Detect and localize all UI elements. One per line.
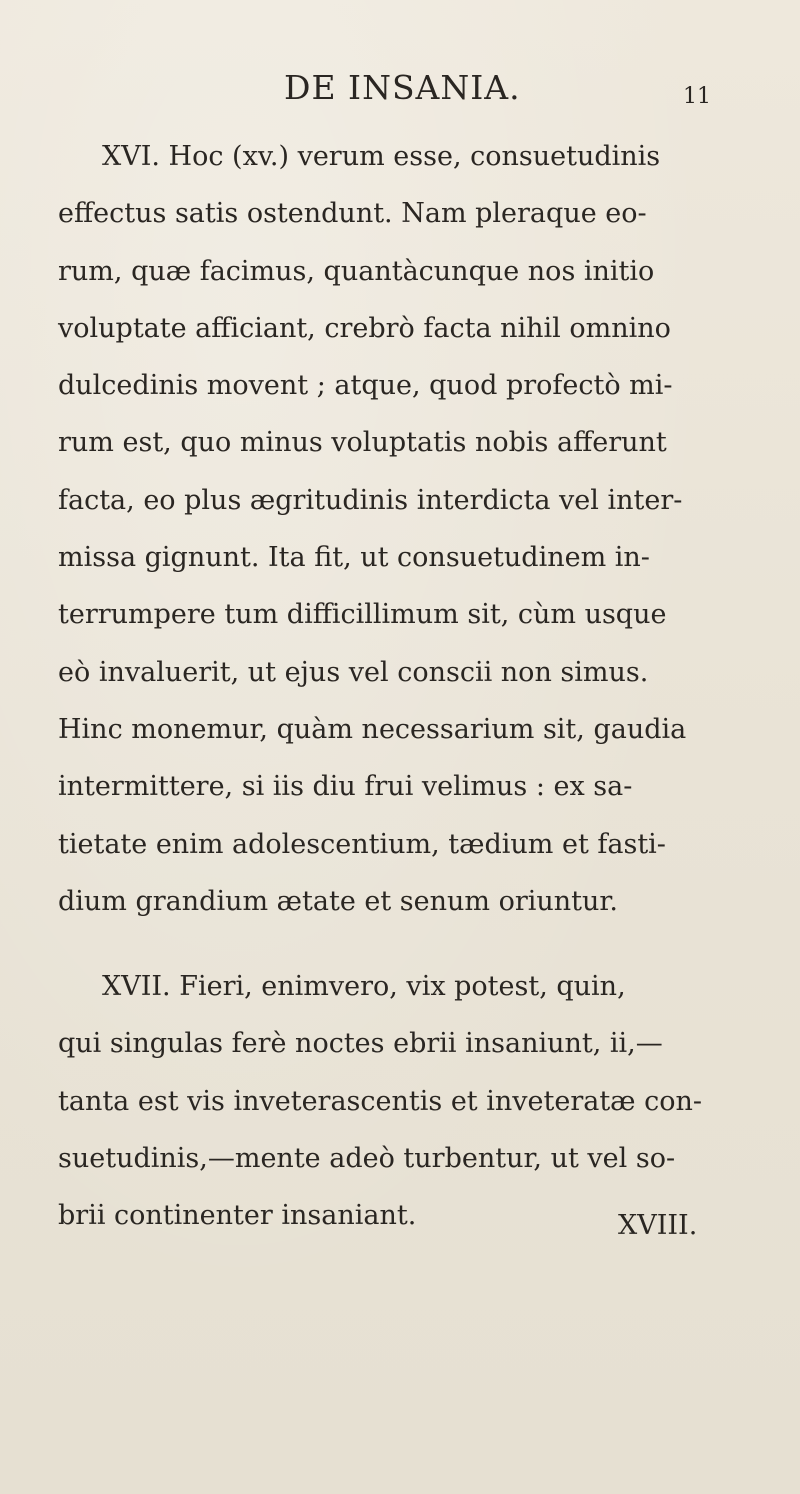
text-line: voluptate afficiant, crebrò facta nihil omnino: [58, 312, 671, 344]
text-line: eò invaluerit, ut ejus vel conscii non simus.: [58, 656, 649, 688]
text-line: intermittere, si iis diu frui velimus : ex sa-: [58, 771, 633, 803]
catchword: XVIII.: [618, 1210, 698, 1241]
text-line: brii continenter insaniant.: [58, 1200, 417, 1232]
text-line: qui singulas ferè noctes ebrii insaniunt, ii,—: [58, 1028, 663, 1060]
text-line: terrumpere tum difficillimum sit, cùm usque: [58, 599, 667, 631]
text-line: effectus satis ostendunt. Nam pleraque eo-: [58, 198, 647, 230]
text-line: facta, eo plus ægritudinis interdicta vel inter-: [58, 484, 683, 516]
text-line: missa gignunt. Ita fit, ut consuetudinem in-: [58, 542, 650, 574]
text-line: tietate enim adolescentium, tædium et fasti-: [58, 828, 666, 860]
text-line: suetudinis,—mente adeò turbentur, ut vel so-: [58, 1142, 676, 1174]
text-line: XVII. Fieri, enimvero, vix potest, quin,: [102, 971, 626, 1002]
text-line: rum est, quo minus voluptatis nobis afferunt: [58, 427, 667, 459]
section-xvii: [58, 958, 738, 1244]
section-xvi: [58, 128, 738, 930]
text-line: dium grandium ætate et senum oriuntur.: [58, 885, 618, 917]
text-line: rum, quæ facimus, quantàcunque nos initio: [58, 255, 655, 287]
text-line: Hinc monemur, quàm necessarium sit, gaudia: [58, 713, 687, 745]
text-line: XVI. Hoc (xv.) verum esse, consuetudinis: [102, 141, 661, 172]
running-title: DE INSANIA.: [284, 68, 521, 107]
page-number: 11: [683, 84, 711, 109]
text-line: dulcedinis movent ; atque, quod profectò mi-: [58, 370, 673, 402]
text-line: tanta est vis inveterascentis et inveteratæ con-: [58, 1085, 703, 1117]
